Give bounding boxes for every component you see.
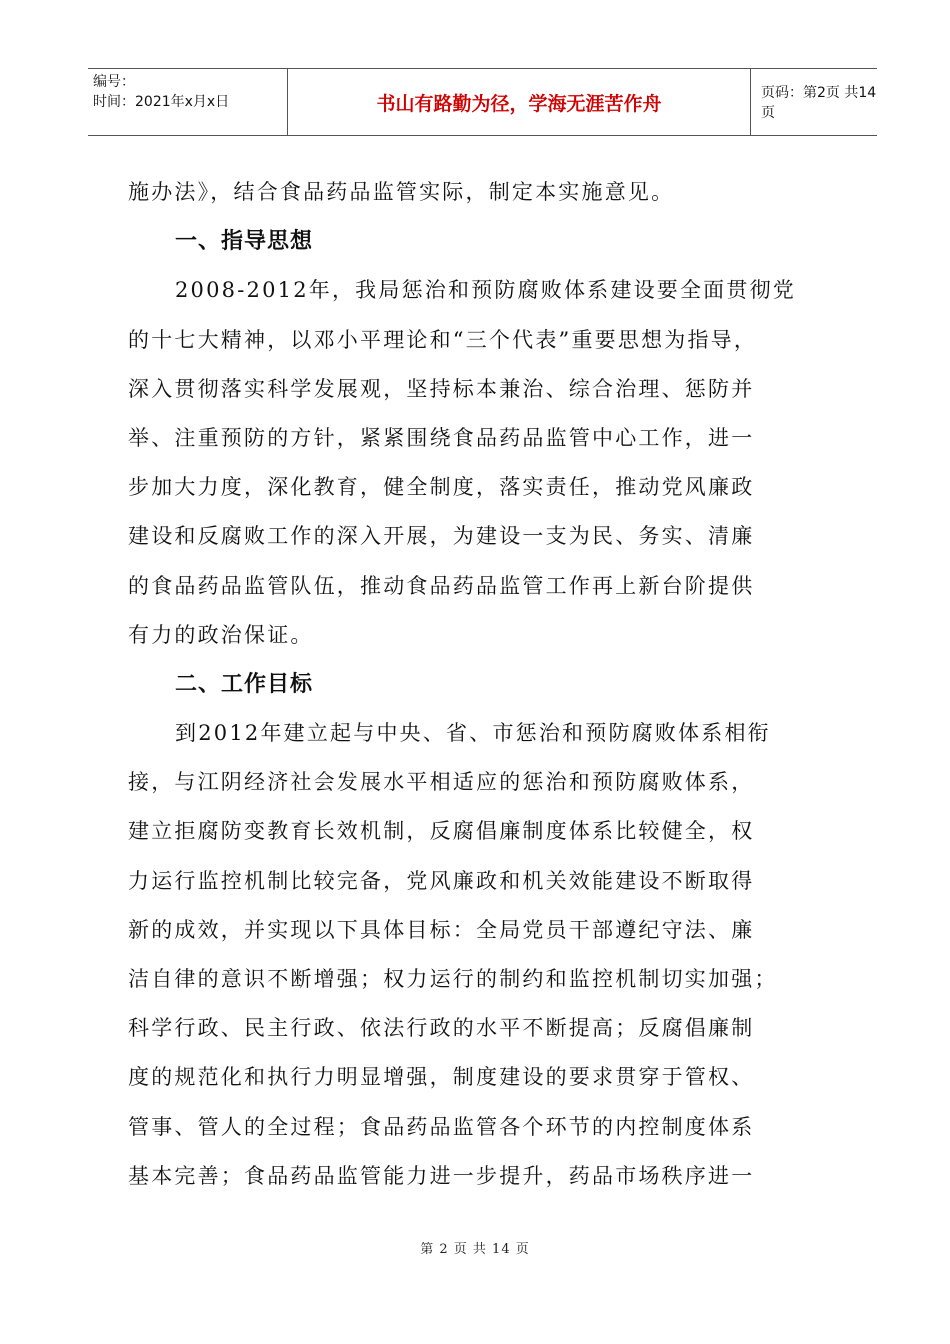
paragraph-line: 科学行政、民主行政、依法行政的水平不断提高；反腐倡廉制 [128,1016,755,1041]
page-footer: 第 2 页 共 14 页 [420,1242,530,1257]
header-table [88,68,877,136]
paragraph-line: 管事、管人的全过程；食品药品监管各个环节的内控制度体系 [128,1114,755,1139]
section-heading-guiding-ideology: 一、指导思想 [175,229,314,255]
header-page-info: 页码：第2页 共14页 [761,85,877,121]
paragraph-line: 的食品药品监管队伍，推动食品药品监管工作再上新台阶提供 [128,573,755,598]
document-body [128,168,838,1201]
paragraph-line: 施办法》，结合食品药品监管实际，制定本实施意见。 [128,180,675,204]
paragraph-line: 步加大力度，深化教育，健全制度，落实责任，推动党风廉政 [128,475,755,500]
header-motto: 书山有路勤为径，学海无涯苦作舟 [288,69,751,135]
paragraph-line: 新的成效，并实现以下具体目标：全局党员干部遵纪守法、廉 [128,917,755,942]
paragraph-line: 有力的政治保证。 [128,622,314,647]
paragraph-line: 建立拒腐防变教育长效机制，反腐倡廉制度体系比较健全，权 [128,819,755,844]
paragraph-line: 的十七大精神，以邓小平理论和“三个代表”重要思想为指导， [128,327,758,352]
paragraph-line: 力运行监控机制比较完备，党风廉政和机关效能建设不断取得 [128,868,755,893]
time-label: 时间：2021年x月x日 [93,94,230,110]
header-meta-cell [88,69,288,135]
number-label: 编号： [93,74,135,90]
section-heading-work-goals: 二、工作目标 [175,671,314,697]
paragraph-line: 基本完善；食品药品监管能力进一步提升，药品市场秩序进一 [128,1163,755,1188]
paragraph-line: 洁自律的意识不断增强；权力运行的制约和监控机制切实加强； [128,967,778,991]
paragraph-line: 到2012年建立起与中央、省、市惩治和预防腐败体系相衔 [175,721,771,746]
paragraph-line: 2008-2012年，我局惩治和预防腐败体系建设要全面贯彻党 [175,278,796,303]
paragraph-line: 接，与江阴经济社会发展水平相适应的惩治和预防腐败体系， [128,770,755,795]
paragraph-line: 建设和反腐败工作的深入开展，为建设一支为民、务实、清廉 [128,524,755,549]
paragraph-line: 举、注重预防的方针，紧紧围绕食品药品监管中心工作，进一 [128,425,755,450]
paragraph-line: 度的规范化和执行力明显增强，制度建设的要求贯穿于管权、 [128,1065,755,1090]
paragraph-line: 深入贯彻落实科学发展观，坚持标本兼治、综合治理、惩防并 [128,376,755,401]
